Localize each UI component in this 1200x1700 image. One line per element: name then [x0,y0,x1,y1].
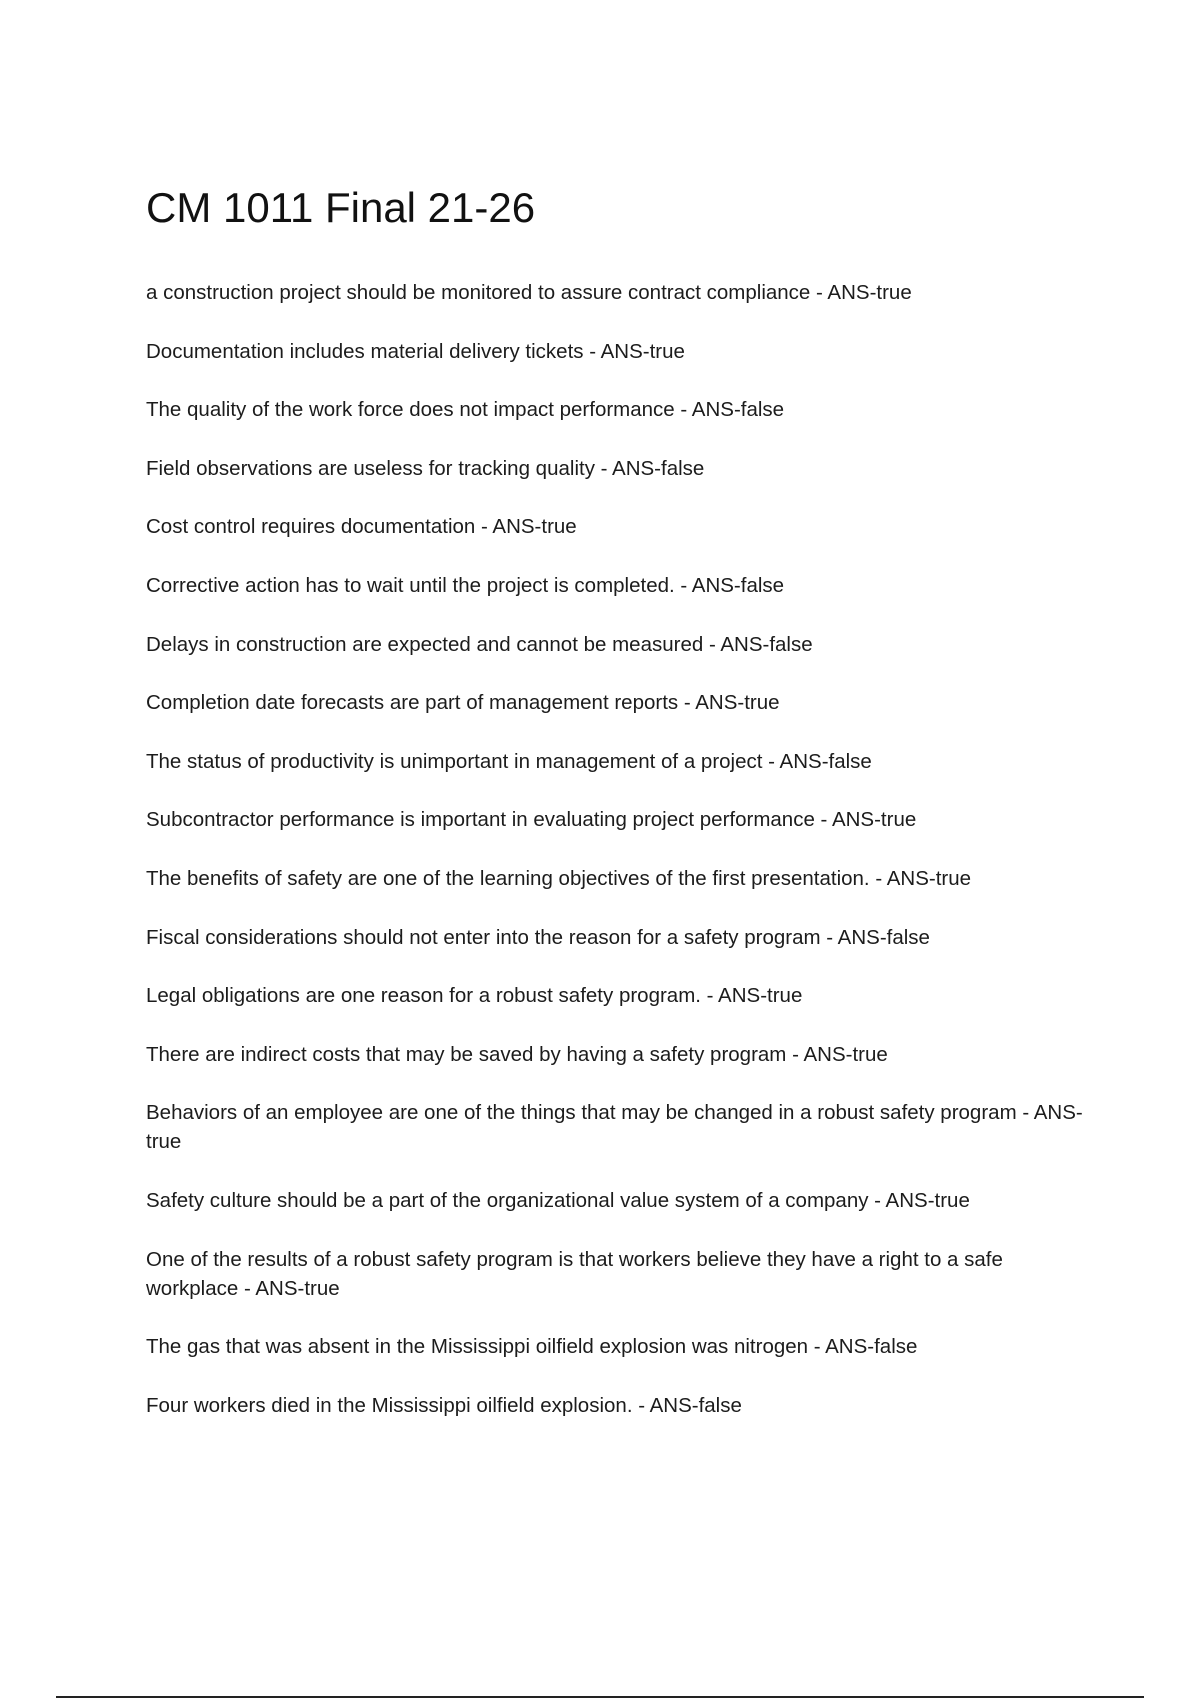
qa-item: Cost control requires documentation - ANS-true [146,515,577,539]
qa-item: Documentation includes material delivery tickets - ANS-true [146,339,685,363]
qa-item: Behaviors of an employee are one of the things that may be changed in a robust safety program - ANS-true [146,1101,1083,1154]
qa-item: Corrective action has to wait until the project is completed. - ANS-false [146,573,785,597]
document-page [146,184,1096,1449]
qa-item: One of the results of a robust safety program is that workers believe they have a right to a safe workplace - ANS-true [146,1247,1003,1300]
qa-item: Completion date forecasts are part of management reports - ANS-true [146,691,780,715]
qa-item: Four workers died in the Mississippi oilfield explosion. - ANS-false [146,1393,742,1417]
qa-item: Fiscal considerations should not enter into the reason for a safety program - ANS-false [146,925,930,949]
page-title: CM 1011 Final 21-26 [146,184,536,231]
qa-list [146,278,1096,1420]
qa-item: The quality of the work force does not impact performance - ANS-false [146,398,785,422]
qa-item: Field observations are useless for tracking quality - ANS-false [146,456,705,480]
qa-item: Subcontractor performance is important in evaluating project performance - ANS-true [146,808,917,832]
qa-item: There are indirect costs that may be saved by having a safety program - ANS-true [146,1042,888,1066]
qa-item: Legal obligations are one reason for a robust safety program. - ANS-true [146,984,803,1008]
qa-item: a construction project should be monitored to assure contract compliance - ANS-true [146,281,912,304]
qa-item: The benefits of safety are one of the learning objectives of the first presentation. - ANS-true [146,866,972,890]
qa-item: The gas that was absent in the Mississippi oilfield explosion was nitrogen - ANS-false [146,1335,918,1359]
footer-divider [56,1696,1144,1698]
qa-item: The status of productivity is unimportant in management of a project - ANS-false [146,749,872,773]
qa-item: Safety culture should be a part of the organizational value system of a company - ANS-true [146,1188,970,1212]
qa-item: Delays in construction are expected and cannot be measured - ANS-false [146,632,813,656]
